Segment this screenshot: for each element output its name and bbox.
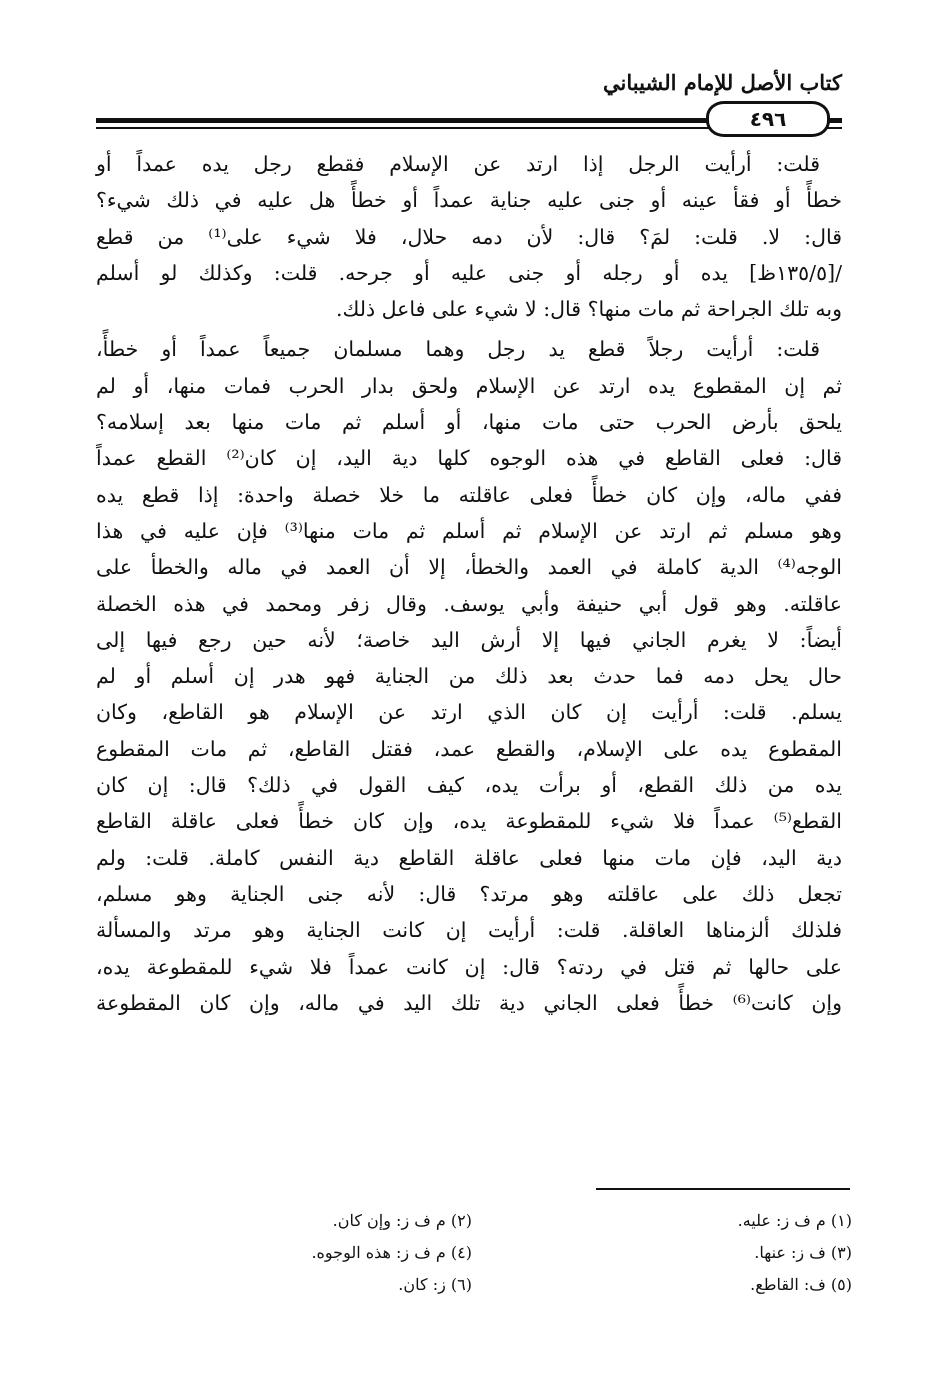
text-line: وبه تلك الجراحة ثم مات منها؟ قال: لا شيء على فاعل ذلك. [335, 297, 842, 322]
footnote: (٥) ف: القاطع. [750, 1275, 852, 1294]
book-title: كتاب الأصل للإمام الشيباني [603, 70, 842, 95]
text-line: قلت: أرأيت رجلاً قطع يد رجل وهما مسلمان جميعاً عمداً أو خطأً، [96, 337, 820, 362]
text-line: قلت: أرأيت الرجل إذا ارتد عن الإسلام فقطع رجل يده عمداً أو [96, 152, 820, 176]
text-line: فلذلك ألزمناها العاقلة. قلت: أرأيت إن كانت الجناية وهو مرتد والمسألة [96, 918, 842, 943]
text-line: /[١٣٥/٥ظ] يده أو رجله أو جنى عليه أو جرحه. قلت: وكذلك لو أسلم [96, 260, 842, 285]
text-line: ثم إن المقطوع يده ارتد عن الإسلام ولحق بدار الحرب فمات منها، أو لم [96, 373, 842, 398]
footnote-row [96, 1205, 852, 1237]
footnote: (٤) م ف ز: هذه الوجوه. [311, 1243, 472, 1262]
text-line: القطع⁽⁵⁾ عمداً فلا شيء للمقطوعة يده، وإن كان خطأً فعلى عاقلة القاطع [96, 809, 842, 834]
footnote: (٦) ز: كان. [398, 1275, 472, 1294]
text-line: على حالها ثم قتل في ردته؟ قال: إن كانت عمداً فلا شيء للمقطوعة يده، [96, 954, 842, 979]
page-number-badge [706, 101, 830, 137]
footnote: (٢) م ف ز: وإن كان. [332, 1211, 472, 1230]
text-line: المقطوع يده على الإسلام، والقطع عمد، فقتل القاطع، ثم مات المقطوع [96, 736, 842, 761]
footnote: (٣) ف ز: عنها. [754, 1243, 852, 1262]
text-line: قال: لا. قلت: لمَ؟ قال: لأن دمه حلال، فلا شيء على⁽¹⁾ من قطع [96, 224, 843, 249]
text-line: أيضاً: لا يغرم الجاني فيها إلا أرش اليد خاصة؛ لأنه حين رجع فيها إلى [96, 627, 842, 652]
footnote-separator [596, 1188, 850, 1190]
text-line: حال يحل دمه فما حدث بعد ذلك من الجناية فهو هدر إن أسلم أو لم [96, 664, 842, 689]
text-line: عاقلته. وهو قول أبي حنيفة وأبي يوسف. وقال زفر ومحمد في هذه الخصلة [96, 591, 842, 616]
page-number: ٤٩٦ [749, 107, 787, 131]
text-line: خطأً أو فقأ عينه أو جنى عليه جناية عمداً أو خطأً هل عليه في ذلك شيء؟ [96, 188, 842, 213]
text-line: وهو مسلم ثم ارتد عن الإسلام ثم أسلم ثم مات منها⁽³⁾ فإن عليه في هذا [96, 518, 842, 543]
text-line: ففي ماله، وإن كان خطأً فعلى عاقلته ما خلا خصلة واحدة: إذا قطع يده [96, 482, 842, 507]
text-line: يلحق بأرض الحرب حتى مات منها، أو أسلم ثم مات منها بعد إسلامه؟ [96, 410, 842, 435]
text-line: يسلم. قلت: أرأيت إن كان الذي ارتد عن الإسلام هو القاطع، وكان [96, 700, 842, 725]
footnote: (١) م ف ز: عليه. [737, 1211, 852, 1230]
text-line: يده من ذلك القطع، أو برأت يده، كيف القول في ذلك؟ قال: إن كان [96, 773, 842, 798]
footnote-row [96, 1269, 852, 1301]
footnotes [96, 1205, 852, 1301]
text-line: تجعل ذلك على عاقلته وهو مرتد؟ قال: لأنه جنى الجناية وهو مسلم، [96, 881, 842, 906]
main-text [96, 146, 842, 1021]
text-line: قال: فعلى القاطع في هذه الوجوه كلها دية اليد، إن كان⁽²⁾ القطع عمداً [96, 446, 842, 471]
text-line: الوجه⁽⁴⁾ الدية كاملة في العمد والخطأ، إلا أن العمد في ماله والخطأ على [96, 555, 842, 580]
text-line: وإن كانت⁽⁶⁾ خطأً فعلى الجاني دية تلك اليد في ماله، وإن كان المقطوعة [96, 990, 842, 1015]
text-line: دية اليد، فإن مات منها فعلى عاقلة القاطع دية النفس كاملة. قلت: ولم [96, 845, 842, 870]
footnote-row [96, 1237, 852, 1269]
